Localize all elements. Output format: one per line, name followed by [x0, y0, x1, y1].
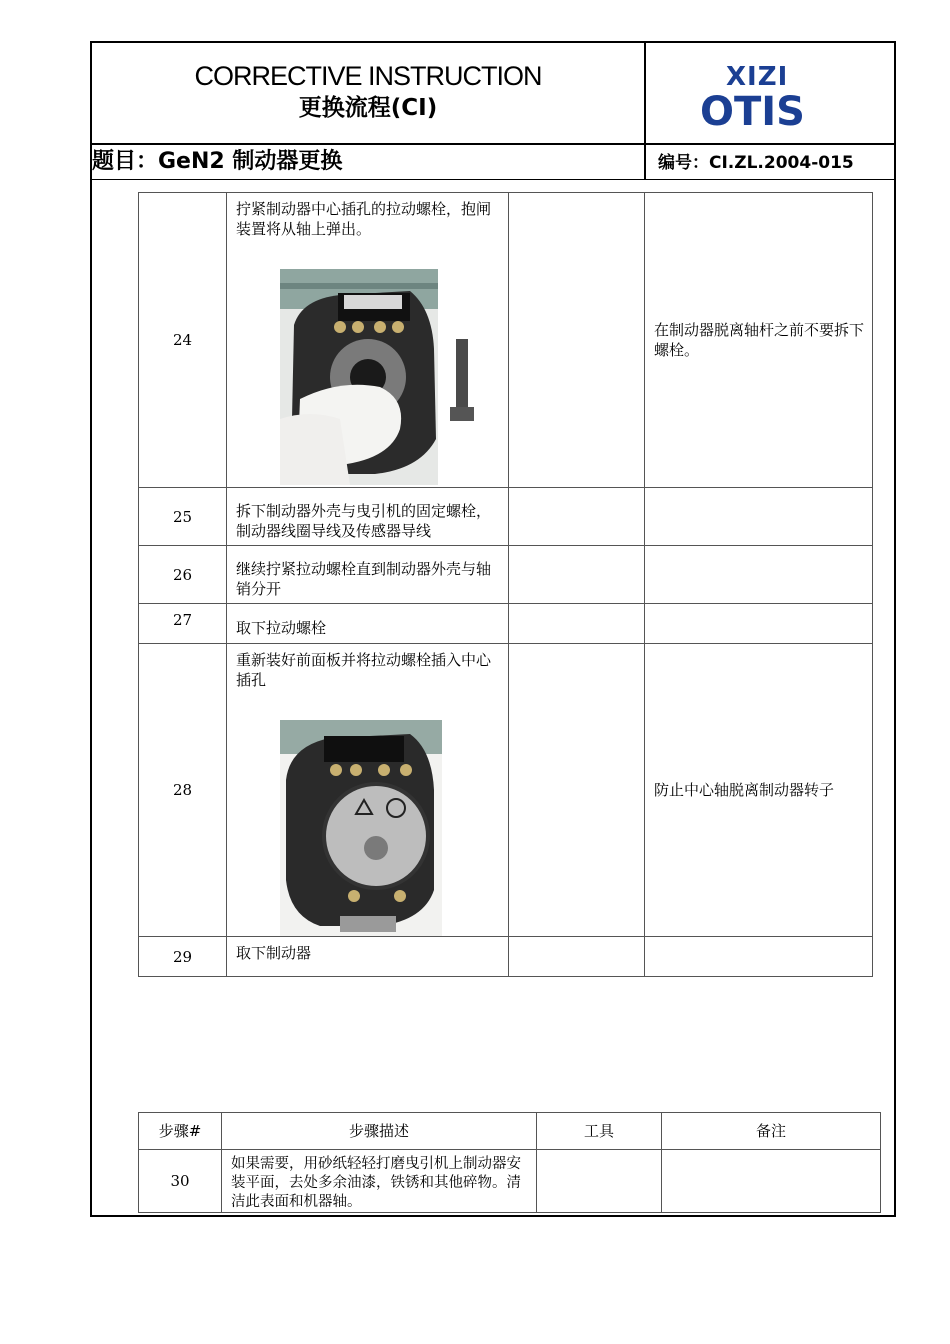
document-subtitle: 更换流程(CI) [298, 95, 438, 121]
header-title-cell [92, 43, 646, 143]
step-note: 防止中心轴脱离制动器转子 [645, 644, 873, 937]
document-title: CORRECTIVE INSTRUCTION [194, 61, 542, 91]
brake-front-panel-photo [280, 720, 480, 936]
table-row [139, 193, 873, 488]
step-tool [509, 644, 645, 937]
column-header-step: 步骤# [139, 1113, 222, 1150]
logo-otis: OTIS [700, 89, 805, 135]
column-header-description: 步骤描述 [222, 1113, 537, 1150]
step-number: 29 [139, 937, 227, 977]
table-row [139, 546, 873, 604]
column-header-note: 备注 [662, 1113, 881, 1150]
table-row [139, 488, 873, 546]
step-note [645, 488, 873, 546]
table-header-row [139, 1113, 881, 1150]
step-description: 拧紧制动器中心插孔的拉动螺栓，抱闸装置将从轴上弹出。 [236, 200, 492, 238]
step-description: 取下拉动螺栓 [227, 604, 509, 644]
step-tool [509, 193, 645, 488]
step-note [645, 937, 873, 977]
step-description: 拆下制动器外壳与曳引机的固定螺栓，制动器线圈导线及传感器导线 [227, 488, 509, 546]
step-tool [537, 1150, 662, 1213]
logo-xizi: XIZI [726, 62, 789, 92]
step-number: 24 [139, 193, 227, 488]
document-number: 编号：CI.ZL.2004-015 [658, 153, 854, 173]
table-row [139, 1150, 881, 1213]
subject-divider [92, 179, 894, 180]
logo-cell [648, 43, 896, 143]
step-description-cell [227, 644, 509, 937]
brake-release-photo [280, 269, 480, 487]
column-header-tool: 工具 [537, 1113, 662, 1150]
step-number: 25 [139, 488, 227, 546]
step-description: 如果需要，用砂纸轻轻打磨曳引机上制动器安装平面，去处多余油漆，铁锈和其他碎物。清洁此表面和机器轴。 [222, 1150, 537, 1213]
subject-title: 题目：GeN2 制动器更换 [92, 145, 646, 179]
steps-table [138, 192, 873, 977]
step-number: 26 [139, 546, 227, 604]
step-note [645, 604, 873, 644]
step-tool [509, 937, 645, 977]
table-row [139, 644, 873, 937]
table-row [139, 604, 873, 644]
step-description-cell [227, 193, 509, 488]
step-note [645, 546, 873, 604]
subject-row [92, 145, 894, 179]
table-row [139, 937, 873, 977]
step-tool [509, 488, 645, 546]
step-number: 28 [139, 644, 227, 937]
step-number: 27 [139, 604, 227, 644]
step-number: 30 [139, 1150, 222, 1213]
step-description: 取下制动器 [227, 937, 509, 977]
step-tool [509, 546, 645, 604]
step-description: 重新装好前面板并将拉动螺栓插入中心插孔 [236, 651, 492, 689]
step-description: 继续拧紧拉动螺栓直到制动器外壳与轴销分开 [227, 546, 509, 604]
step-note: 在制动器脱离轴杆之前不要拆下螺栓。 [645, 193, 873, 488]
steps-table-continued [138, 1112, 881, 1213]
step-note [662, 1150, 881, 1213]
step-tool [509, 604, 645, 644]
